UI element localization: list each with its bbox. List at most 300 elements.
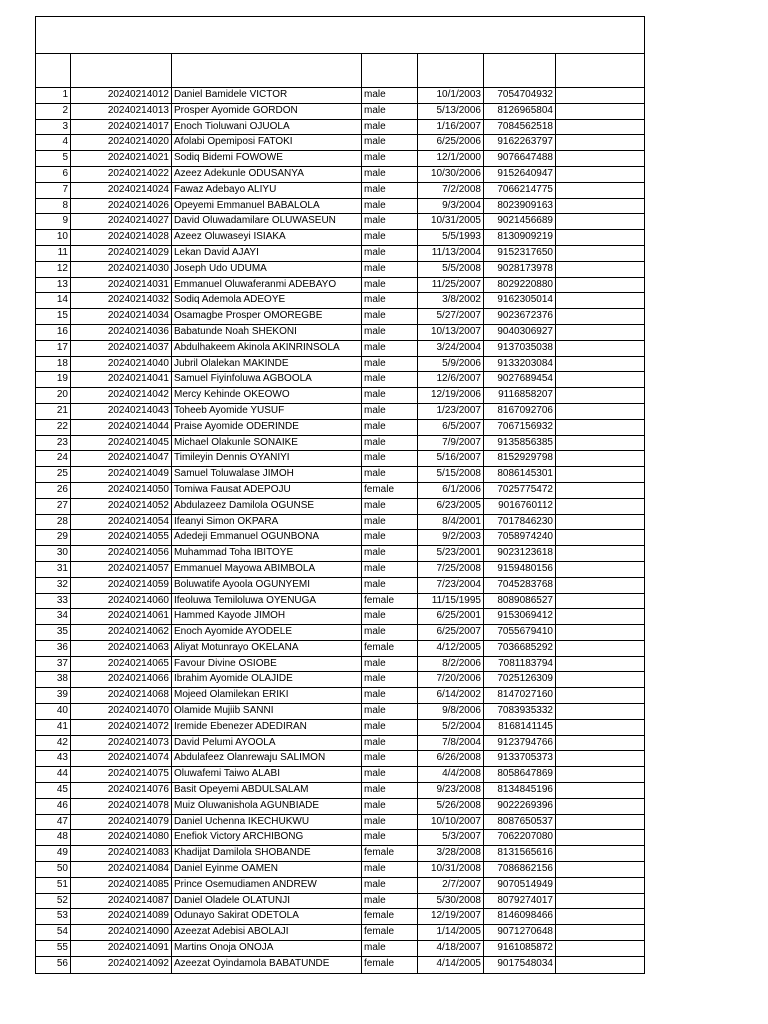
cell-phone: 8029220880	[484, 278, 556, 293]
cell-name: David Pelumi AYOOLA	[172, 736, 362, 751]
cell-id: 20240214068	[71, 688, 172, 703]
cell-phone: 7062207080	[484, 830, 556, 845]
cell-gender: female	[362, 909, 418, 924]
cell-extra	[556, 799, 644, 814]
cell-num: 20	[36, 388, 71, 403]
cell-name: Ibrahim Ayomide OLAJIDE	[172, 672, 362, 687]
cell-num: 55	[36, 941, 71, 956]
cell-dob: 5/26/2008	[418, 799, 484, 814]
cell-num: 10	[36, 230, 71, 245]
cell-dob: 10/10/2007	[418, 815, 484, 830]
cell-dob: 6/25/2007	[418, 625, 484, 640]
cell-phone: 9159480156	[484, 562, 556, 577]
cell-num: 33	[36, 594, 71, 609]
cell-num: 44	[36, 767, 71, 782]
cell-extra	[556, 815, 644, 830]
table-row	[36, 262, 644, 278]
table-row	[36, 641, 644, 657]
cell-name: Daniel Oladele OLATUNJI	[172, 894, 362, 909]
cell-gender: male	[362, 941, 418, 956]
cell-dob: 12/19/2007	[418, 909, 484, 924]
cell-extra	[556, 894, 644, 909]
cell-num: 34	[36, 609, 71, 624]
cell-id: 20240214090	[71, 925, 172, 940]
cell-gender: male	[362, 357, 418, 372]
cell-id: 20240214022	[71, 167, 172, 182]
cell-extra	[556, 483, 644, 498]
cell-phone: 7055679410	[484, 625, 556, 640]
cell-id: 20240214044	[71, 420, 172, 435]
cell-gender: male	[362, 388, 418, 403]
cell-num: 27	[36, 499, 71, 514]
cell-name: Ifeoluwa Temiloluwa OYENUGA	[172, 594, 362, 609]
cell-gender: female	[362, 846, 418, 861]
cell-name: Daniel Uchenna IKECHUKWU	[172, 815, 362, 830]
table-row	[36, 151, 644, 167]
cell-name: Joseph Udo UDUMA	[172, 262, 362, 277]
table-row	[36, 878, 644, 894]
cell-name: Azeez Adekunle ODUSANYA	[172, 167, 362, 182]
cell-extra	[556, 878, 644, 893]
cell-dob: 6/1/2006	[418, 483, 484, 498]
cell-dob: 11/25/2007	[418, 278, 484, 293]
cell-num: 23	[36, 436, 71, 451]
cell-id: 20240214079	[71, 815, 172, 830]
cell-gender: male	[362, 515, 418, 530]
cell-extra	[556, 720, 644, 735]
cell-id: 20240214070	[71, 704, 172, 719]
cell-phone: 9133705373	[484, 751, 556, 766]
cell-dob: 5/5/2008	[418, 262, 484, 277]
cell-dob: 5/16/2007	[418, 451, 484, 466]
cell-id: 20240214027	[71, 214, 172, 229]
cell-extra	[556, 388, 644, 403]
cell-num: 48	[36, 830, 71, 845]
cell-extra	[556, 909, 644, 924]
table-row	[36, 562, 644, 578]
cell-phone: 8168141145	[484, 720, 556, 735]
cell-extra	[556, 499, 644, 514]
table-row	[36, 293, 644, 309]
cell-name: Daniel Eyinme OAMEN	[172, 862, 362, 877]
cell-name: Iremide Ebenezer ADEDIRAN	[172, 720, 362, 735]
cell-dob: 7/2/2008	[418, 183, 484, 198]
cell-dob: 11/15/1995	[418, 594, 484, 609]
cell-num: 30	[36, 546, 71, 561]
cell-phone: 7066214775	[484, 183, 556, 198]
cell-gender: male	[362, 135, 418, 150]
cell-num: 41	[36, 720, 71, 735]
cell-num: 19	[36, 372, 71, 387]
cell-gender: male	[362, 578, 418, 593]
cell-gender: male	[362, 609, 418, 624]
table-row	[36, 578, 644, 594]
cell-extra	[556, 625, 644, 640]
header-row	[35, 54, 645, 88]
cell-num: 56	[36, 957, 71, 973]
cell-phone: 9135856385	[484, 436, 556, 451]
cell-id: 20240214026	[71, 199, 172, 214]
cell-gender: male	[362, 815, 418, 830]
header-phone	[484, 54, 556, 87]
table-row	[36, 688, 644, 704]
table-row	[36, 388, 644, 404]
cell-dob: 4/18/2007	[418, 941, 484, 956]
cell-phone: 9116858207	[484, 388, 556, 403]
cell-name: Lekan David AJAYI	[172, 246, 362, 261]
cell-gender: male	[362, 293, 418, 308]
cell-gender: male	[362, 894, 418, 909]
cell-dob: 7/9/2007	[418, 436, 484, 451]
table-row	[36, 783, 644, 799]
cell-phone: 7045283768	[484, 578, 556, 593]
cell-name: Favour Divine OSIOBE	[172, 657, 362, 672]
cell-gender: male	[362, 467, 418, 482]
cell-phone: 8167092706	[484, 404, 556, 419]
cell-extra	[556, 530, 644, 545]
cell-num: 22	[36, 420, 71, 435]
cell-dob: 7/20/2006	[418, 672, 484, 687]
cell-id: 20240214066	[71, 672, 172, 687]
table-row	[36, 815, 644, 831]
cell-id: 20240214040	[71, 357, 172, 372]
cell-gender: male	[362, 325, 418, 340]
cell-extra	[556, 278, 644, 293]
cell-num: 49	[36, 846, 71, 861]
cell-phone: 9017548034	[484, 957, 556, 973]
cell-dob: 6/5/2007	[418, 420, 484, 435]
cell-extra	[556, 88, 644, 103]
cell-dob: 7/23/2004	[418, 578, 484, 593]
cell-phone: 8147027160	[484, 688, 556, 703]
cell-gender: male	[362, 672, 418, 687]
cell-extra	[556, 846, 644, 861]
cell-phone: 9016760112	[484, 499, 556, 514]
cell-phone: 9071270648	[484, 925, 556, 940]
cell-dob: 4/12/2005	[418, 641, 484, 656]
cell-phone: 8086145301	[484, 467, 556, 482]
cell-num: 8	[36, 199, 71, 214]
cell-id: 20240214057	[71, 562, 172, 577]
table-row	[36, 846, 644, 862]
cell-gender: male	[362, 436, 418, 451]
table-row	[36, 404, 644, 420]
cell-phone: 7025126309	[484, 672, 556, 687]
cell-phone: 9076647488	[484, 151, 556, 166]
table-row	[36, 830, 644, 846]
cell-name: Enefiok Victory ARCHIBONG	[172, 830, 362, 845]
cell-id: 20240214080	[71, 830, 172, 845]
cell-phone: 7017846230	[484, 515, 556, 530]
cell-phone: 9070514949	[484, 878, 556, 893]
cell-num: 54	[36, 925, 71, 940]
cell-name: Prosper Ayomide GORDON	[172, 104, 362, 119]
cell-phone: 9040306927	[484, 325, 556, 340]
cell-dob: 3/24/2004	[418, 341, 484, 356]
cell-extra	[556, 183, 644, 198]
table-row	[36, 483, 644, 499]
cell-extra	[556, 151, 644, 166]
cell-name: Aliyat Motunrayo OKELANA	[172, 641, 362, 656]
cell-phone: 9022269396	[484, 799, 556, 814]
cell-phone: 9023123618	[484, 546, 556, 561]
cell-extra	[556, 704, 644, 719]
cell-num: 3	[36, 120, 71, 135]
cell-dob: 5/5/1993	[418, 230, 484, 245]
cell-dob: 2/7/2007	[418, 878, 484, 893]
cell-gender: male	[362, 530, 418, 545]
cell-phone: 8023909163	[484, 199, 556, 214]
table-row	[36, 799, 644, 815]
cell-name: Boluwatife Ayoola OGUNYEMI	[172, 578, 362, 593]
cell-id: 20240214021	[71, 151, 172, 166]
cell-phone: 8152929798	[484, 451, 556, 466]
cell-id: 20240214056	[71, 546, 172, 561]
cell-dob: 10/13/2007	[418, 325, 484, 340]
cell-dob: 5/3/2007	[418, 830, 484, 845]
cell-extra	[556, 767, 644, 782]
cell-extra	[556, 167, 644, 182]
cell-num: 17	[36, 341, 71, 356]
cell-id: 20240214024	[71, 183, 172, 198]
table-row	[36, 862, 644, 878]
cell-id: 20240214065	[71, 657, 172, 672]
cell-gender: male	[362, 862, 418, 877]
table-row	[36, 104, 644, 120]
cell-num: 52	[36, 894, 71, 909]
cell-extra	[556, 957, 644, 973]
cell-num: 53	[36, 909, 71, 924]
cell-id: 20240214091	[71, 941, 172, 956]
cell-extra	[556, 325, 644, 340]
table-row	[36, 246, 644, 262]
cell-gender: male	[362, 499, 418, 514]
cell-phone: 7081183794	[484, 657, 556, 672]
cell-gender: male	[362, 704, 418, 719]
cell-gender: male	[362, 167, 418, 182]
cell-num: 26	[36, 483, 71, 498]
table-row	[36, 357, 644, 373]
cell-name: Oluwafemi Taiwo ALABI	[172, 767, 362, 782]
cell-id: 20240214017	[71, 120, 172, 135]
cell-dob: 7/8/2004	[418, 736, 484, 751]
cell-name: Samuel Fiyinfoluwa AGBOOLA	[172, 372, 362, 387]
header-name	[172, 54, 362, 87]
cell-id: 20240214034	[71, 309, 172, 324]
cell-num: 32	[36, 578, 71, 593]
cell-id: 20240214085	[71, 878, 172, 893]
header-dob	[418, 54, 484, 87]
cell-extra	[556, 230, 644, 245]
cell-extra	[556, 246, 644, 261]
cell-extra	[556, 641, 644, 656]
cell-num: 29	[36, 530, 71, 545]
cell-id: 20240214084	[71, 862, 172, 877]
cell-dob: 4/4/2008	[418, 767, 484, 782]
cell-extra	[556, 262, 644, 277]
cell-name: Muiz Oluwanishola AGUNBIADE	[172, 799, 362, 814]
cell-gender: male	[362, 830, 418, 845]
cell-phone: 8089086527	[484, 594, 556, 609]
cell-phone: 9162263797	[484, 135, 556, 150]
table-row	[36, 894, 644, 910]
cell-num: 5	[36, 151, 71, 166]
cell-name: Odunayo Sakirat ODETOLA	[172, 909, 362, 924]
cell-id: 20240214049	[71, 467, 172, 482]
cell-name: Afolabi Opemiposi FATOKI	[172, 135, 362, 150]
cell-gender: male	[362, 767, 418, 782]
table-row	[36, 278, 644, 294]
cell-phone: 7058974240	[484, 530, 556, 545]
cell-extra	[556, 357, 644, 372]
cell-gender: male	[362, 783, 418, 798]
cell-phone: 7086862156	[484, 862, 556, 877]
cell-extra	[556, 515, 644, 530]
table-row	[36, 499, 644, 515]
cell-gender: male	[362, 309, 418, 324]
cell-id: 20240214052	[71, 499, 172, 514]
cell-dob: 10/30/2006	[418, 167, 484, 182]
cell-gender: male	[362, 262, 418, 277]
cell-extra	[556, 420, 644, 435]
cell-id: 20240214020	[71, 135, 172, 150]
cell-dob: 5/9/2006	[418, 357, 484, 372]
header-id	[71, 54, 172, 87]
cell-dob: 6/26/2008	[418, 751, 484, 766]
cell-extra	[556, 404, 644, 419]
cell-phone: 7036685292	[484, 641, 556, 656]
cell-phone: 8130909219	[484, 230, 556, 245]
cell-name: Fawaz Adebayo ALIYU	[172, 183, 362, 198]
cell-phone: 8126965804	[484, 104, 556, 119]
table-row	[36, 372, 644, 388]
cell-phone: 7025775472	[484, 483, 556, 498]
cell-name: Samuel Toluwalase JIMOH	[172, 467, 362, 482]
cell-phone: 8079274017	[484, 894, 556, 909]
table-row	[36, 88, 644, 104]
cell-name: Abdulafeez Olanrewaju SALIMON	[172, 751, 362, 766]
cell-phone: 9152317650	[484, 246, 556, 261]
title-row	[35, 16, 645, 54]
table-row	[36, 515, 644, 531]
cell-id: 20240214054	[71, 515, 172, 530]
cell-extra	[556, 736, 644, 751]
table-row	[36, 657, 644, 673]
cell-name: Adedeji Emmanuel OGUNBONA	[172, 530, 362, 545]
cell-name: Prince Osemudiamen ANDREW	[172, 878, 362, 893]
cell-extra	[556, 609, 644, 624]
cell-num: 14	[36, 293, 71, 308]
cell-phone: 9027689454	[484, 372, 556, 387]
cell-id: 20240214013	[71, 104, 172, 119]
cell-name: Sodiq Ademola ADEOYE	[172, 293, 362, 308]
cell-gender: male	[362, 151, 418, 166]
table-row	[36, 941, 644, 957]
cell-phone: 9028173978	[484, 262, 556, 277]
cell-phone: 9161085872	[484, 941, 556, 956]
cell-gender: male	[362, 736, 418, 751]
cell-id: 20240214063	[71, 641, 172, 656]
cell-id: 20240214075	[71, 767, 172, 782]
cell-extra	[556, 546, 644, 561]
table-row	[36, 672, 644, 688]
cell-phone: 7084562518	[484, 120, 556, 135]
cell-extra	[556, 199, 644, 214]
table-row	[36, 120, 644, 136]
cell-phone: 8146098466	[484, 909, 556, 924]
cell-phone: 8134845196	[484, 783, 556, 798]
cell-phone: 9153069412	[484, 609, 556, 624]
cell-extra	[556, 341, 644, 356]
cell-num: 31	[36, 562, 71, 577]
cell-name: Olamide Mujiib SANNI	[172, 704, 362, 719]
header-gender	[362, 54, 418, 87]
table-row	[36, 341, 644, 357]
cell-phone: 9133203084	[484, 357, 556, 372]
table-row	[36, 214, 644, 230]
cell-extra	[556, 783, 644, 798]
cell-gender: male	[362, 404, 418, 419]
cell-num: 18	[36, 357, 71, 372]
cell-extra	[556, 657, 644, 672]
cell-dob: 6/25/2001	[418, 609, 484, 624]
cell-name: Martins Onoja ONOJA	[172, 941, 362, 956]
cell-name: Emmanuel Mayowa ABIMBOLA	[172, 562, 362, 577]
cell-num: 50	[36, 862, 71, 877]
cell-num: 11	[36, 246, 71, 261]
cell-gender: male	[362, 420, 418, 435]
cell-gender: male	[362, 451, 418, 466]
cell-name: Azeezat Adebisi ABOLAJI	[172, 925, 362, 940]
cell-dob: 7/25/2008	[418, 562, 484, 577]
cell-extra	[556, 562, 644, 577]
cell-num: 1	[36, 88, 71, 103]
cell-id: 20240214087	[71, 894, 172, 909]
table-row	[36, 183, 644, 199]
table-row	[36, 467, 644, 483]
cell-dob: 4/14/2005	[418, 957, 484, 973]
cell-gender: male	[362, 720, 418, 735]
cell-num: 6	[36, 167, 71, 182]
cell-extra	[556, 372, 644, 387]
cell-num: 16	[36, 325, 71, 340]
cell-num: 4	[36, 135, 71, 150]
cell-name: Azeez Oluwaseyi ISIAKA	[172, 230, 362, 245]
cell-dob: 10/1/2003	[418, 88, 484, 103]
cell-id: 20240214032	[71, 293, 172, 308]
cell-dob: 10/31/2008	[418, 862, 484, 877]
cell-name: Enoch Tioluwani OJUOLA	[172, 120, 362, 135]
cell-extra	[556, 467, 644, 482]
table-row	[36, 230, 644, 246]
cell-extra	[556, 436, 644, 451]
cell-extra	[556, 688, 644, 703]
cell-phone: 8087650537	[484, 815, 556, 830]
cell-dob: 5/30/2008	[418, 894, 484, 909]
cell-dob: 3/28/2008	[418, 846, 484, 861]
table-row	[36, 530, 644, 546]
cell-gender: male	[362, 214, 418, 229]
cell-name: Timileyin Dennis OYANIYI	[172, 451, 362, 466]
table-row	[36, 925, 644, 941]
cell-extra	[556, 120, 644, 135]
cell-gender: male	[362, 88, 418, 103]
cell-id: 20240214061	[71, 609, 172, 624]
cell-num: 24	[36, 451, 71, 466]
table-row	[36, 309, 644, 325]
cell-gender: male	[362, 341, 418, 356]
cell-name: Opeyemi Emmanuel BABALOLA	[172, 199, 362, 214]
